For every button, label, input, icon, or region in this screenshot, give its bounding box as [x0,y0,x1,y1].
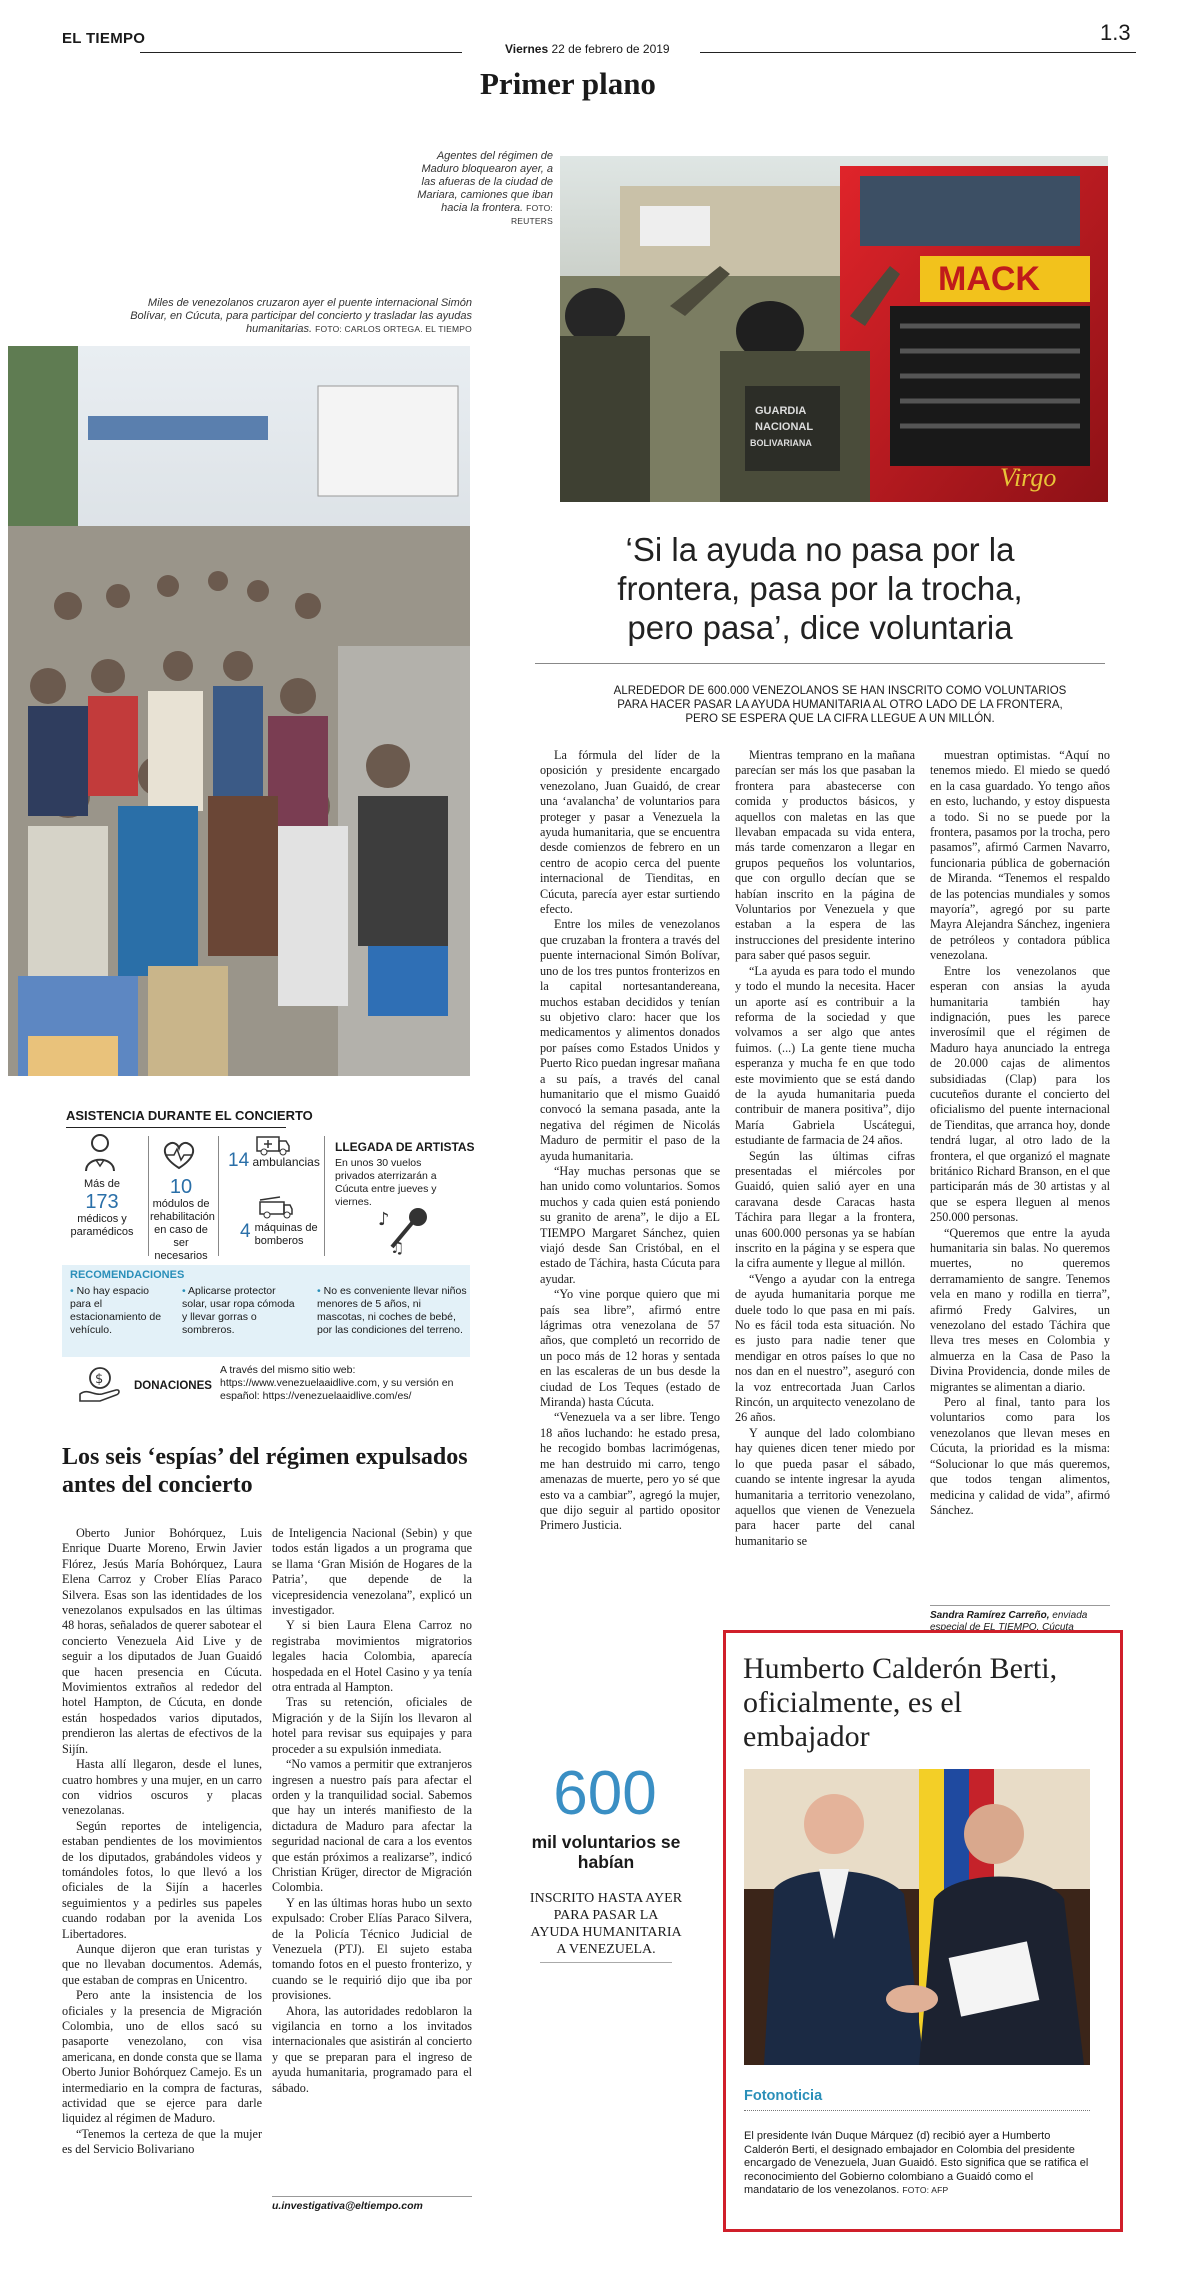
main-col1-paragraph: “Venezuela va a ser libre. Tengo 18 años luchando: he estado presa, he recogido bombas lacrimógenas, me han destruido mi carro, tengo amenazas de muerte, pero yo sé que esto va a cambiar”, agregó la mujer, que dijo seguir al partido opositor Primero Justicia. [540,1410,720,1533]
spies-col-2 [272,1526,472,2096]
photo-right-scene [560,156,1108,502]
spies-col1-paragraph: Pero ante la insistencia de los oficiales y la presencia de Migración Colombia, uno de ellos sacó su pasaporte venezolano, con visa americana, en donde consta que se llama Oberto Junior Bohórquez Camejo. Es un intermediario en la compra de facturas, actividad que se ejerce para darle liquidez al régimen de Maduro. [62,1988,262,2126]
photo-left-caption [120,297,472,336]
main-story-col-2 [735,748,915,1549]
main-deck: ALREDEDOR DE 600.000 VENEZOLANOS SE HAN INSCRITO COMO VOLUNTARIOS PARA HACER PASAR LA AYUDA HUMANITARIA AL OTRO LADO DE LA FRONTERA, PERO SE ESPERA QUE LA CIFRA LLEGUE A UN MILLÓN. [613,685,1067,725]
main-col2-paragraph: Según las últimas cifras presentadas el miércoles por Guaidó, quien salió ayer en una caravana desde Caracas hasta Táchira para llegar a la frontera, unas 600.000 personas ya se habían inscrito en la página y se espera que la cifra aumente y llegue al millón. [735,1148,915,1271]
spies-col2-paragraph: Tras su retención, oficiales de Migración y de la Sijín los llevaron al hotel para revisar sus equipajes y para proceder a su expulsión inmediata. [272,1695,472,1756]
stat-number: 600 [553,1759,657,1828]
spies-col1-paragraph: Aunque dijeron que eran turistas y que no llevaban documentos. Además, que estaban de compras en Unicentro. [62,1941,262,1987]
byline-role: enviada especial de EL TIEMPO, Cúcuta [930,1610,1088,1633]
photo-left-scene [8,346,470,1076]
spies-col1-paragraph: Oberto Junior Bohórquez, Luis Enrique Duarte Moreno, Erwin Javier Flórez, Jesús María Bohórquez, Laura Elena Carroz y Crober Elías Paraco Silvera. Esas son las identidades de los venezolanos expulsados en las últimas 48 horas, señalados de querer sabotear el concierto Venezuela Aid Live y de seguir a los diputados de Juan Guaidó que hacen presencia en Cúcuta. Movimientos extraños al rededor del hotel Hampton, de Cúcuta, en donde están hospedados varios diputados, prendieron las alertas de efectivos de la Sijín. [62,1526,262,1756]
spies-col1-paragraph: Hasta allí llegaron, desde el lunes, cuatro hombres y una mujer, en un carro con vidrios oscuros y placas venezolanas. [62,1757,262,1818]
spies-col2-paragraph: “No vamos a permitir que extranjeros ingresen a nuestro país para afectar el orden y la tranquilidad social. Sabemos que hay un interés manifiesto de la dictadura de Maduro para afectar la seguridad nacional de cara a los eventos que están próximos a realizarse”, indicó Christian Krüger, director de Migración Colombia. [272,1757,472,1895]
page-number: 1.3 [1100,20,1131,45]
svg-text:GUARDIA: GUARDIA [755,405,807,417]
spies-col1-paragraph: “Tenemos la certeza de que la mujer es del Servicio Bolivariano [62,2126,262,2157]
bomberos-label: máquinas de bomberos [254,1222,318,1247]
photo-news-tag-rule [744,2110,1090,2112]
photo-right [560,156,1108,502]
infobox-title-rule [66,1127,286,1128]
firetruck-icon [258,1196,294,1220]
stat-rule [540,1962,672,1963]
spies-col1-paragraph: Según reportes de inteligencia, estaban pendientes de los movimientos de los diputados, grabándoles videos y tomándoles fotos, lo que llevó a los oficiales de la Sijín a hacerles seguimientos y a pedirles sus papeles cuando rodaban por la avenida Los Libertadores. [62,1818,262,1941]
photo-right-caption [405,150,553,228]
spies-byline: u.investigativa@eltiempo.com [272,2196,472,2212]
masthead-rule-left [140,52,462,53]
modulos-label: módulos de rehabilitación en caso de ser necesarios [150,1198,215,1262]
masthead-logo: EL TIEMPO [62,30,146,47]
spies-col2-paragraph: Y en las últimas horas hubo un sexto expulsado: Crober Elías Paraco Silvera, de la Policía Técnico Judicial de Venezuela (PTJ). El sujeto estaba tomando fotos en el puesto fronterizo, y cuando se le requirió dijo que iba por provisiones. [272,1895,472,2003]
main-col2-paragraph: “La ayuda es para todo el mundo y todo el mundo la necesita. Hacer un aporte así es contribuir a la reforma de la sociedad y que volvamos a ser algo que antes fuimos. (...) La gente tiene mucha esperanza y mucha fe en que todo este movimiento que se está dando de la ayuda humanitaria pueda contribuir de manera positiva”, dijo María Gabriela Uscátegui, estudiante de farmacia de 24 años. [735,963,915,1148]
main-col3-paragraph: muestran optimistas. “Aquí no tenemos miedo. El miedo se quedó en la casa guardado. Yo tengo años en esto, luchando, y estoy dispuesta a todo. Si no se puede por la frontera, pasamos por la trocha, pero pasamos”, afirmó Carmen Navarro, funcionaria pública de gobernación de Miranda. “Tenemos el respaldo de las potencias mundiales y somos mayoría”, agregó por su parte Mayra Alejandra Sánchez, ingeniera de petróleos y contadora pública venezolana. [930,748,1110,963]
main-col2-paragraph: “Vengo a ayudar con la entrega de ayuda humanitaria porque me duele todo lo que pasa en mi país. No es fácil toda esta situación. No es justo para nadie tener que mendigar en otros países lo que no nos dan en el nuestro”, aseguró con la voz entrecortada Juan Carlos Rincón, un arquitecto venezolano de 26 años. [735,1271,915,1425]
svg-text:BOLIVARIANA: BOLIVARIANA [750,438,812,448]
infobox-title: ASISTENCIA DURANTE EL CONCIERTO [66,1108,313,1123]
main-col1-paragraph: Entre los miles de venezolanos que cruzaban la frontera a través del puente internacional Simón Bolívar, uno de los tres puntos fronterizos en la capital nortesantandereana, muchos estaban decididos y tenían su objetivo claro: hacer que los medicamentos y alimentos donados por países como Estados Unidos y Puerto Rico puedan ingresar mañana a su país, a través del canal humanitario que el mismo Guaidó convocó la semana pasada, ante la negativa del régimen de Nicolás Maduro de permitir el paso de la ayuda humanitaria. [540,917,720,1163]
ambulance-icon [255,1134,291,1156]
donations-icon [78,1364,122,1404]
recommendation-text: No hay espacio para el estacionamiento de vehículo. [70,1285,162,1336]
photo-right-caption-text: Agentes del régimen de Maduro bloquearon ayer, a las afueras de la ciudad de Mariara, camiones que iban hacia la frontera. [417,150,553,214]
medicos-prefix: Más de [83,1178,121,1190]
main-col1-paragraph: “Hay muchas personas que se han unido como voluntarios. Somos muchos y cada quien está poniendo su granito de arena”, le dijo a EL TIEMPO Margaret Sánchez, quien viajó desde San Cristóbal, en el estado de Táchira, hasta Cúcuta para ayudar. [540,1163,720,1286]
ambulancias-number: 14 [228,1150,250,1171]
spies-col2-paragraph: Ahora, las autoridades redoblaron la vigilancia en torno a los invitados internacionales que asistirán al concierto y que se preparan para el ingreso de ayuda humanitaria, programado para el sábado. [272,2003,472,2095]
spies-col2-paragraph: de Inteligencia Nacional (Sebin) y que todos están ligados a un programa que se llama ‘Gran Misión de Hogares de la Patria’, que depende de la vicepresidencia venezolana”, explicó un investigador. [272,1526,472,1618]
recommendation-item: • No hay espacio para el estacionamiento de vehículo. [70,1285,162,1336]
divider-3 [324,1136,325,1256]
main-col3-paragraph: “Queremos que entre la ayuda humanitaria sin balas. No queremos muertes, no queremos derramamiento de sangre. Tenemos vela en mano y rodilla en tierra”, afirmó Fredy Galvires, un venezolano del estado Táchira que lleva tres meses en Colombia y almuerza en la Casa de Paso la Divina Providencia, donde miles de migrantes se alimentan a diario. [930,1225,1110,1394]
divider-1 [148,1136,149,1256]
artistas-title: LLEGADA DE ARTISTAS [335,1140,475,1154]
bomberos-number: 4 [240,1221,251,1242]
main-col3-paragraph: Entre los venezolanos que esperan con ansias la ayuda humanitaria también hay indignación, pues les parece inverosímil que el régimen de Maduro haya anunciado la entrega de 20.000 cajas de alimentos subsidiadas (Clap) para los cucuteños durante el concierto del oficialismo del puente internacional de Tienditas, que arranca hoy, donde tendrá lugar, al otro lado de la frontera, el que organizó el magnate británico Richard Branson, en el que participarán más de 30 artistas y al que se espera lleguen al menos 250.000 personas. [930,963,1110,1225]
stat-sub: INSCRITO HASTA AYER PARA PASAR LA AYUDA HUMANITARIA A VENEZUELA. [529,1891,683,1957]
photo-news-scene [744,1769,1090,2065]
photo-left [8,346,470,1076]
medicos-number: 173 [85,1191,119,1213]
section-title: Primer plano [480,66,656,101]
svg-text:NACIONAL: NACIONAL [755,421,814,433]
doctor-icon [82,1132,118,1172]
main-story-col-1 [540,748,720,1534]
spies-col2-paragraph: Y si bien Laura Elena Carroz no registraba movimientos migratorios legales hacia Colombia, aparecía hospedada en el Hotel Casino y ya tenía otra entrada al Hampton. [272,1618,472,1695]
main-col3-paragraph: Pero al final, tanto para los voluntarios como para los venezolanos que llevan meses en Cúcuta, la prioridad es la misma: “Solucionar lo que más queremos, que todos tengan alimentos, medicina y calidad de vida”, afirmó Sánchez. [930,1395,1110,1517]
divider-2 [218,1136,219,1256]
spies-col-1 [62,1526,262,2158]
donations-text: A través del mismo sitio web: https://www.venezuelaaidlive.com, y su versión en español: https://venezuelaaidlive.com/es/ [220,1364,454,1402]
ambulancias-label: ambulancias [252,1155,320,1169]
recommendations-box [62,1265,470,1357]
artistas-text: En unos 30 vuelos privados aterrizarán a Cúcuta entre jueves y viernes. [335,1157,437,1208]
medicos-block [62,1178,142,1239]
photo-news-body: El presidente Iván Duque Márquez (d) recibió ayer a Humberto Calderón Berti, el designado embajador en Colombia del presidente encargado de Venezuela, Juan Guaidó. Esto significa que se ratifica el reconocimiento del Gobierno colombiano a Guaidó como el mandatario de los venezolanos. [744,2130,1089,2196]
truck-logo-mack: MACK [938,260,1040,298]
recommendation-text: No es conveniente llevar niños menores de 5 años, ni mascotas, ni coches de bebé, por las condiciones del terreno. [317,1285,467,1336]
donations-label: DONACIONES [134,1380,212,1392]
main-col1-paragraph: “Yo vine porque quiero que mi país sea libre”, afirmó entre lágrimas otra venezolana de 57 años, que completó un recorrido de un poco más de 12 horas y sentada en las escaleras de un bus desde la ciudad de Los Teques (estado de Miranda) hasta Cúcuta. [540,1287,720,1410]
main-col1-paragraph: La fórmula del líder de la oposición y presidente encargado venezolano, Juan Guaidó, de crear una ‘avalancha’ de voluntarios para proteger y pasar a Venezuela la ayuda humanitaria, que se encuentra desde comienzos de febrero en un centro de acopio cerca del puente internacional de Tienditas, en Cúcuta, parecía ayer estar surtiendo efecto. [540,748,720,917]
photo-left-credit: FOTO: CARLOS ORTEGA. EL TIEMPO [315,324,472,334]
recommendation-item: • No es conveniente llevar niños menores de 5 años, ni mascotas, ni coches de bebé, por las condiciones del terreno. [317,1285,467,1336]
stat-label: mil voluntarios se habían [531,1832,681,1872]
photo-left-caption-text: Miles de venezolanos cruzaron ayer el puente internacional Simón Bolívar, en Cúcuta, para participar del concierto y trasladar las ayudas humanitarias. [130,297,472,335]
main-col2-paragraph: Mientras temprano en la mañana parecían ser más los que pasaban la frontera para abastecerse con comida y productos básicos, y aquellos con maletas en las que llevaban empacada su vida entera, más tarde comenzaron a llegar en grupos pequeños los voluntarios, que con orgullo decían que se habían inscrito en la página de Voluntarios por Venezuela y que estaban a la espera de las instrucciones del presidente interino para saber qué pasos seguir. [735,748,915,963]
photo-right-credit: FOTO: REUTERS [510,203,553,226]
photo-news-headline: Humberto Calderón Berti, oficialmente, es el embajador [743,1652,1058,1753]
photo-news-tag: Fotonoticia [744,2088,823,2104]
spies-headline: Los seis ‘espías’ del régimen expulsados antes del concierto [62,1444,468,1498]
modulos-number: 10 [169,1176,193,1198]
medicos-label: médicos y paramédicos [70,1213,134,1238]
masthead-date: Viernes 22 de febrero de 2019 [505,42,670,56]
byline-name: Sandra Ramírez Carreño, [930,1610,1050,1621]
heartbeat-icon [160,1140,198,1170]
truck-logo-virgo: Virgo [1000,463,1057,492]
svg-text:♫: ♫ [390,1238,405,1255]
svg-text:♪: ♪ [378,1209,390,1230]
main-col2-paragraph: Y aunque del lado colombiano hay quienes dicen tener miedo por lo que pueda pasar el sábado, cuando se intente ingresar la ayuda humanitaria a territorio venezolano, aquellos que vienen de Venezuela para hacer parte del canal humanitario se [735,1425,915,1548]
microphone-icon [378,1203,438,1255]
headline-rule [535,663,1105,664]
main-headline: ‘Si la ayuda no pasa por la frontera, pasa por la trocha, pero pasa’, dice voluntaria [617,531,1023,646]
svg-text:$: $ [95,1372,104,1387]
photo-news-image [744,1769,1090,2065]
photo-news-text [744,2130,1090,2198]
bomberos-block [240,1222,325,1248]
recommendation-item: • Aplicarse protector solar, usar ropa cómoda y llevar gorras o sombreros. [182,1285,295,1336]
recommendation-text: Aplicarse protector solar, usar ropa cómoda y llevar gorras o sombreros. [182,1285,295,1336]
masthead-rule-right [700,52,1136,53]
modulos-block [150,1176,215,1263]
recommendations-title: RECOMENDACIONES [70,1269,185,1281]
photo-news-credit: FOTO: AFP [902,2185,949,2195]
main-story-col-3 [930,748,1110,1518]
